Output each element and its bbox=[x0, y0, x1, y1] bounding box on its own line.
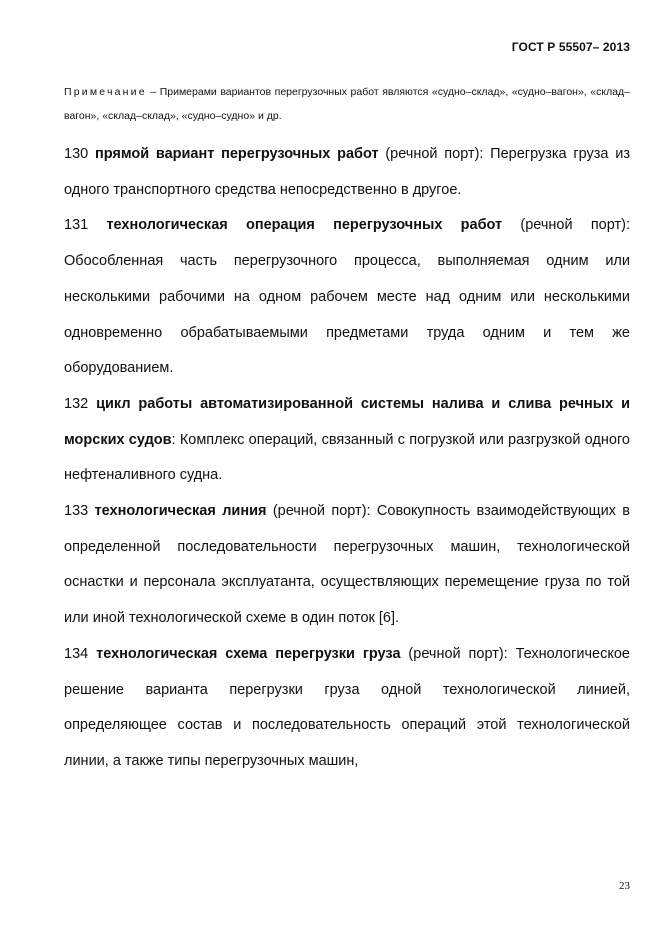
term-definition: (речной порт): Обособленная часть перегрузочного процесса, выполняемая одним или несколькими рабочими на одном рабочем месте над одним или несколькими одновременно обрабатываемыми предметами труда одним и тем же оборудованием. bbox=[64, 217, 630, 377]
term-entry-132 bbox=[64, 387, 630, 494]
term-entry-134 bbox=[64, 637, 630, 780]
term-definition: (речной порт): Перегрузка груза из одного транспортного средства непосредственно в другое. bbox=[64, 146, 630, 198]
term-number: 131 bbox=[64, 217, 107, 234]
page-number: 23 bbox=[619, 880, 630, 892]
term-entry-131 bbox=[64, 208, 630, 387]
note-label: Примечание bbox=[64, 86, 147, 98]
term-number: 132 bbox=[64, 395, 97, 412]
term-title: прямой вариант перегрузочных работ bbox=[94, 146, 379, 162]
note-text: – Примерами вариантов перегрузочных работ являются «судно–склад», «судно–вагон», «склад–вагон», «склад–склад», «судно–судно» и др. bbox=[64, 86, 630, 122]
term-definition: : Комплекс операций, связанный с погрузкой или разгрузкой одного нефтеналивного судна. bbox=[64, 431, 630, 484]
term-number: 134 bbox=[64, 645, 97, 662]
term-entry-130 bbox=[64, 137, 630, 208]
term-entry-133 bbox=[64, 494, 630, 637]
document-code: ГОСТ Р 55507– 2013 bbox=[511, 40, 630, 54]
term-title: технологическая линия bbox=[94, 503, 267, 520]
term-definition: (речной порт): Совокупность взаимодействующих в определенной последовательности перегрузочных машин, технологической оснастки и персонала эксплуатанта, осуществляющих перемещение груза по той или иной технологической схеме в один поток [6]. bbox=[64, 503, 630, 627]
term-number: 133 bbox=[64, 503, 95, 520]
note-paragraph bbox=[64, 80, 630, 128]
term-title: технологическая схема перегрузки груза bbox=[96, 645, 401, 662]
term-definition: (речной порт): Технологическое решение варианта перегрузки груза одной технологической линией, определяющее состав и последовательность операций этой технологической линии, а также типы перегрузочных машин, bbox=[64, 645, 630, 769]
term-title: цикл работы автоматизированной системы налива и слива речных и морских судов bbox=[64, 395, 630, 448]
term-number: 130 bbox=[64, 146, 95, 162]
terms-list bbox=[64, 137, 630, 780]
term-title: технологическая операция перегрузочных работ bbox=[106, 217, 503, 234]
